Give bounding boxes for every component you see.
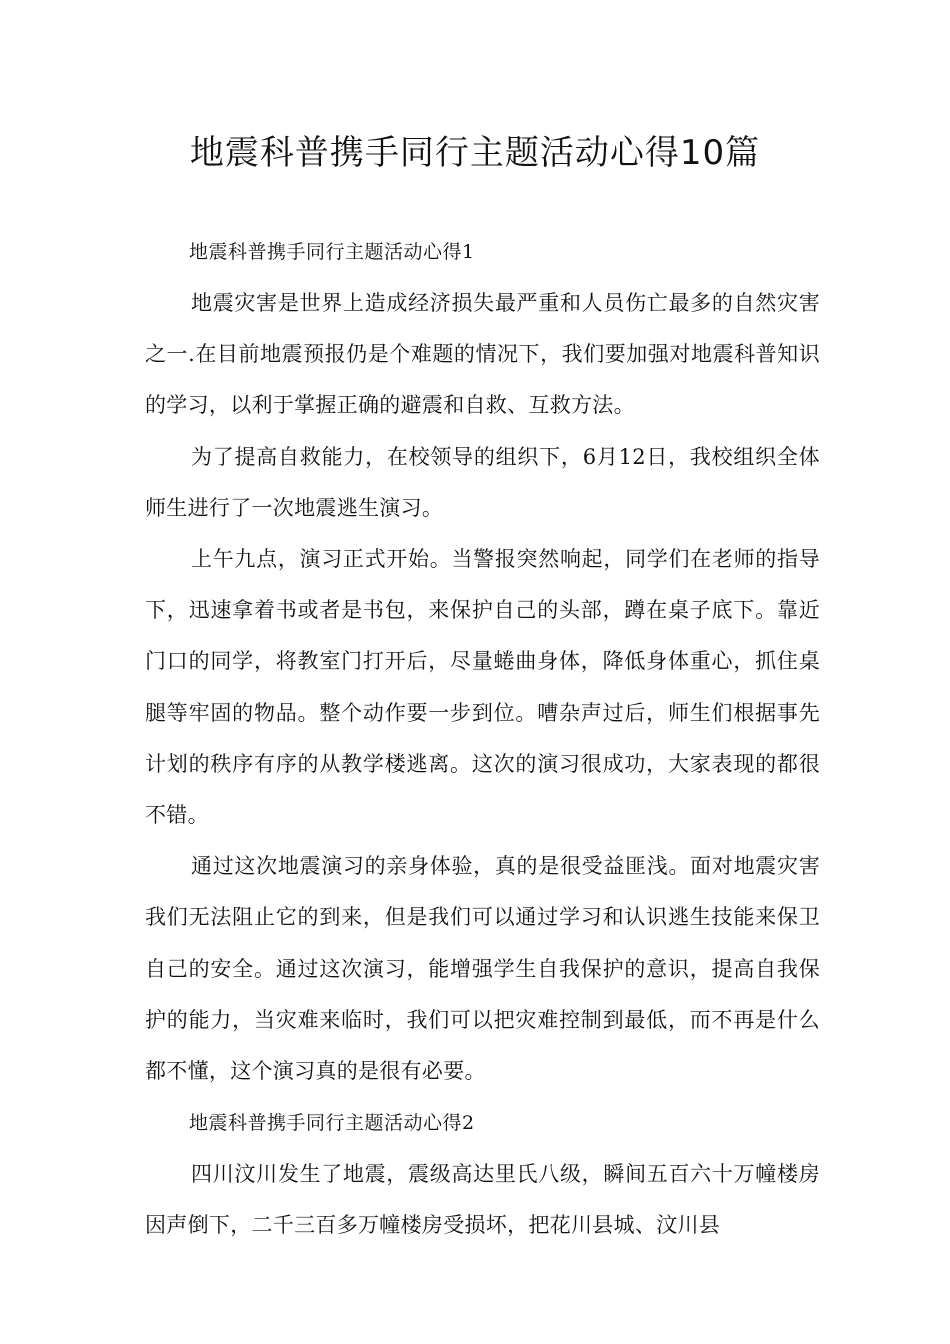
- document-title: 地震科普携手同行主题活动心得10篇: [189, 133, 761, 173]
- paragraph: 通过这次地震演习的亲身体验，真的是很受益匪浅。面对地震灾害我们无法阻止它的到来，但是我们可以通过学习和认识逃生技能来保卫自己的安全。通过这次演习，能增强学生自我保护的意识，提高自我保护的能力，当灾难来临时，我们可以把灾难控制到最低，而不再是什么都不懂，这个演习真的是很有必要。: [145, 854, 820, 1084]
- paragraph: 上午九点，演习正式开始。当警报突然响起，同学们在老师的指导下，迅速拿着书或者是书包，来保护自己的头部，蹲在桌子底下。靠近门口的同学，将教室门打开后，尽量蜷曲身体，降低身体重心，抓住桌腿等牢固的物品。整个动作要一步到位。嘈杂声过后，师生们根据事先计划的秩序有序的从教学楼逃离。这次的演习很成功，大家表现的都很不错。: [145, 547, 820, 828]
- paragraph: 为了提高自救能力，在校领导的组织下，6月12日，我校组织全体师生进行了一次地震逃生演习。: [145, 444, 820, 520]
- paragraph: 地震灾害是世界上造成经济损失最严重和人员伤亡最多的自然灾害之一.在目前地震预报仍是个难题的情况下，我们要加强对地震科普知识的学习，以利于掌握正确的避震和自救、互救方法。: [145, 291, 820, 418]
- section-heading-1: 地震科普携手同行主题活动心得1: [189, 241, 475, 263]
- section-heading-2: 地震科普携手同行主题活动心得2: [189, 1112, 475, 1135]
- document-body: [145, 226, 820, 1252]
- paragraph: 四川汶川发生了地震，震级高达里氏八级，瞬间五百六十万幢楼房因声倒下，二千三百多万幢楼房受损坏，把花川县城、汶川县: [145, 1162, 820, 1238]
